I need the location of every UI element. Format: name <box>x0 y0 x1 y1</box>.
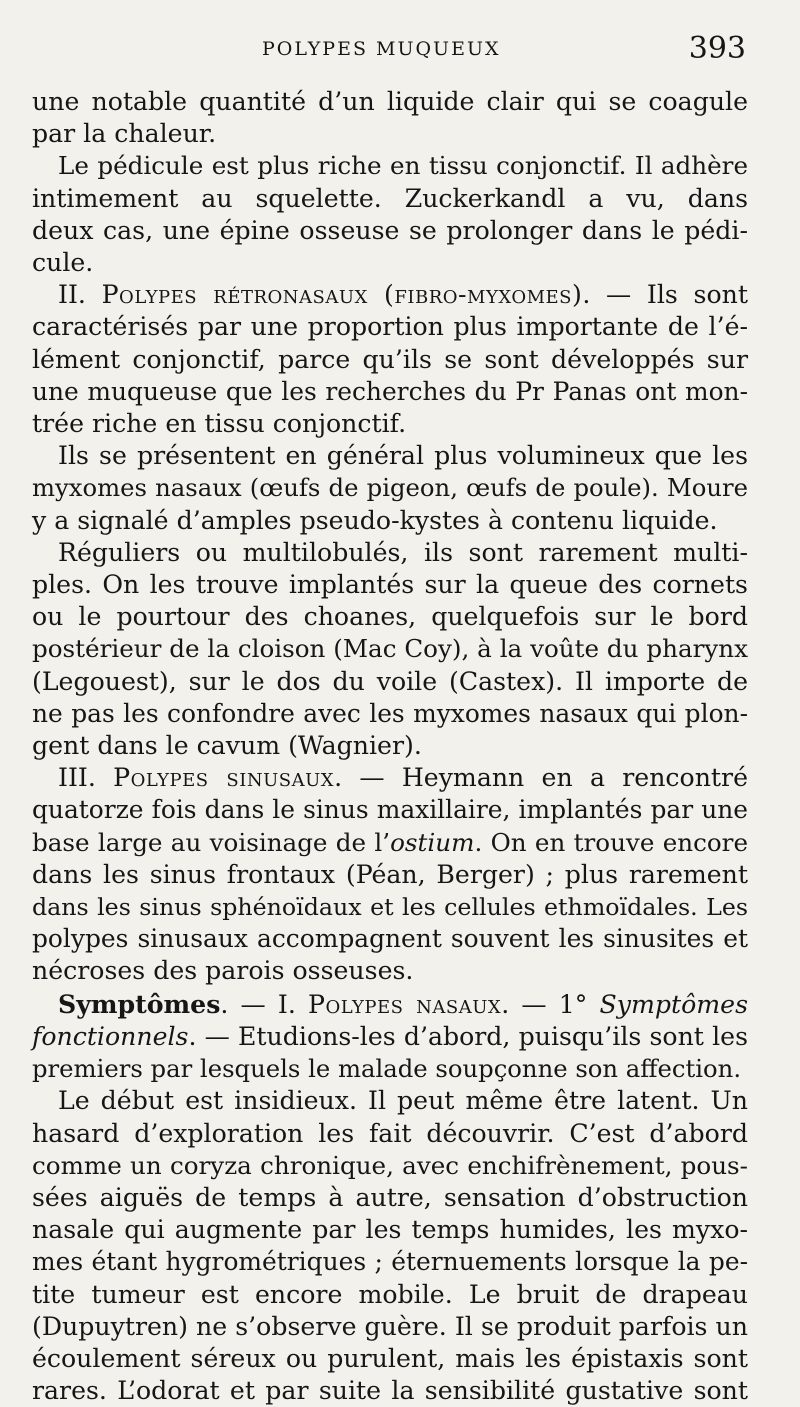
text-line <box>32 376 748 408</box>
text-line <box>32 472 748 504</box>
text-run: ou le pourtour des choanes, quelquefois sur le bord <box>32 602 748 632</box>
text-line <box>32 505 748 537</box>
text-run: une muqueuse que les recherches du Pr Panas ont mon- <box>32 376 748 406</box>
text-run: Polypes sinusaux <box>113 763 335 793</box>
text-line <box>32 118 748 150</box>
running-head <box>32 28 748 86</box>
text-run: Le début est insidieux. Il peut même être latent. Un <box>58 1086 748 1116</box>
text-line <box>32 859 748 891</box>
text-run: une notable quantité d’un liquide clair qui se coagule <box>32 87 748 116</box>
text-run: quatorze fois dans le sinus maxillaire, implantés par une <box>32 795 748 825</box>
text-line <box>32 86 748 118</box>
body-text <box>32 86 748 1407</box>
text-line <box>32 150 748 182</box>
text-run: lément conjonctif, parce qu’ils se sont développés sur <box>32 344 748 374</box>
text-run: rares. L’odorat et par suite la sensibilité gustative sont <box>32 1376 748 1406</box>
text-run: nécroses des parois osseuses. <box>32 956 414 986</box>
text-line <box>32 1375 748 1407</box>
text-run: myxomes nasaux (œufs de pigeon, œufs de poule). Moure <box>32 473 748 503</box>
text-line <box>32 1214 748 1246</box>
text-line <box>32 1311 748 1343</box>
text-line <box>32 1053 748 1085</box>
text-line <box>32 537 748 569</box>
text-run: trée riche en tissu conjonctif. <box>32 409 407 439</box>
text-line <box>32 923 748 955</box>
text-line <box>32 955 748 987</box>
text-line <box>32 408 748 440</box>
text-run: postérieur de la cloison (Mac Coy), à la voûte du pharynx <box>32 634 748 664</box>
text-line <box>32 891 748 923</box>
text-line <box>32 827 748 859</box>
text-run: III. <box>58 763 114 793</box>
text-line <box>32 1021 748 1053</box>
text-run: (Legouest), sur le dos du voile (Castex). Il importe de <box>32 666 748 696</box>
running-title: POLYPES MUQUEUX <box>262 38 501 60</box>
text-run: cule. <box>32 248 94 278</box>
text-run: nasale qui augmente par les temps humides, les myxo- <box>32 1215 748 1245</box>
text-run: . — 1° <box>501 989 600 1019</box>
text-run: (Dupuytren) ne s’observe guère. Il se produit parfois un <box>32 1311 748 1341</box>
text-line <box>32 311 748 343</box>
text-run: Le pédicule est plus riche en tissu conjonctif. Il adhère <box>58 151 748 181</box>
text-run: base large au voisinage de l’ <box>32 827 391 857</box>
text-run: II. <box>58 280 102 310</box>
text-run: dans les sinus frontaux (Péan, Berger) ; plus rarement <box>32 859 748 889</box>
text-run: écoulement séreux ou purulent, mais les épistaxis sont <box>32 1343 748 1373</box>
text-run: . — Etudions-les d’abord, puisqu’ils sont les <box>188 1021 748 1051</box>
text-line <box>32 1182 748 1214</box>
text-line <box>32 794 748 826</box>
text-line <box>32 762 748 794</box>
text-run: ne pas les confondre avec les myxomes nasaux qui plon- <box>32 698 748 728</box>
text-run: sées aiguës de temps à autre, sensation d’obstruction <box>32 1182 748 1212</box>
text-run: ples. On les trouve implantés sur la queue des cornets <box>32 570 748 600</box>
text-run: y a signalé d’amples pseudo-kystes à contenu liquide. <box>32 505 718 535</box>
text-run: . On en trouve encore <box>474 827 748 857</box>
text-run: . — I. <box>220 989 309 1019</box>
text-run: Symptômes <box>599 989 748 1019</box>
text-run: hasard d’exploration les fait découvrir. C’est d’abord <box>32 1118 748 1148</box>
text-line <box>32 247 748 279</box>
text-line <box>32 440 748 472</box>
text-line <box>32 1343 748 1375</box>
text-line <box>32 633 748 665</box>
text-line <box>32 730 748 762</box>
text-run: Polypes nasaux <box>308 989 502 1019</box>
text-run: tite tumeur est encore mobile. Le bruit de drapeau <box>32 1279 748 1309</box>
text-line <box>32 666 748 698</box>
text-line <box>32 988 748 1021</box>
text-run: Réguliers ou multilobulés, ils sont rarement multi- <box>58 537 748 567</box>
text-line <box>32 183 748 215</box>
page-number: 393 <box>688 31 746 66</box>
text-line <box>32 569 748 601</box>
text-line <box>32 1150 748 1182</box>
text-run: Symptômes <box>58 988 221 1019</box>
text-run: ostium <box>390 827 475 857</box>
text-run: comme un coryza chronique, avec enchifrènement, pous- <box>32 1150 748 1180</box>
text-line <box>32 215 748 247</box>
text-line <box>32 1085 748 1117</box>
text-line <box>32 1246 748 1278</box>
text-run: par la chaleur. <box>32 119 217 149</box>
text-line <box>32 601 748 633</box>
text-line <box>32 1279 748 1311</box>
text-line <box>32 344 748 376</box>
text-run: fonctionnels <box>32 1021 189 1051</box>
text-run: . — Ils sont <box>582 280 748 310</box>
text-run: gent dans le cavum (Wagnier). <box>32 731 422 761</box>
text-run: premiers par lesquels le malade soupçonne son affection. <box>32 1054 742 1084</box>
text-line <box>32 698 748 730</box>
text-run: polypes sinusaux accompagnent souvent les sinusites et <box>32 924 748 954</box>
text-run: Ils se présentent en général plus volumineux que les <box>58 441 748 471</box>
text-run: caractérisés par une proportion plus importante de l’é- <box>32 312 748 342</box>
text-run: mes étant hygrométriques ; éternuements lorsque la pe- <box>32 1247 748 1277</box>
text-run: Polypes rétronasaux (fibro-myxomes) <box>101 280 583 310</box>
text-run: deux cas, une épine osseuse se prolonger dans le pédi- <box>32 215 748 245</box>
text-run: dans les sinus sphénoïdaux et les cellules ethmoïdales. Les <box>32 893 748 922</box>
text-run: . — Heymann en a rencontré <box>334 763 748 793</box>
text-line <box>32 279 748 311</box>
text-line <box>32 1118 748 1150</box>
text-run: intimement au squelette. Zuckerkandl a vu, dans <box>32 183 748 213</box>
